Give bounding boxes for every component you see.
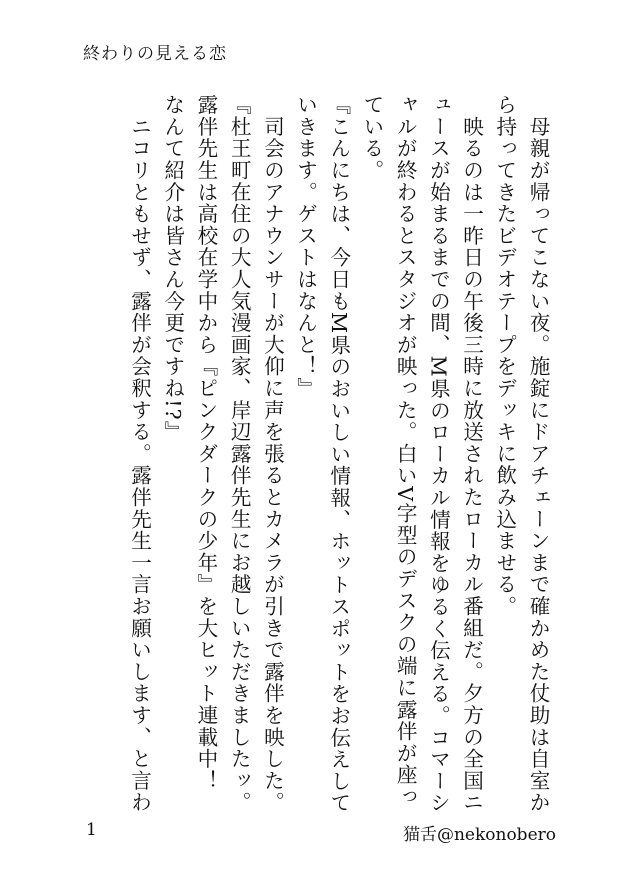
text-line: 露伴先生は高校在学中から『ピンクダークの少年』を大ヒット連載中！ [193, 94, 218, 792]
text-line: ら持ってきたビデオテープをデッキに飲み込ませる。 [492, 94, 517, 618]
text-line: ている。 [359, 94, 384, 182]
text-line: ニコリともせず、露伴が会釈する。露伴先生一言お願いします、と言わ [127, 94, 152, 814]
page-number: 1 [86, 820, 97, 840]
text-line: 『杜王町在住の大人気漫画家、岸辺露伴先生にお越しいただきましたッ。 [227, 94, 252, 814]
text-line: 映るのは一昨日の午後三時に放送されたローカル番組だ。夕方の全国ニ [459, 94, 484, 814]
book-title: 終わりの見える恋 [83, 44, 227, 64]
text-line: ャルが終わるとスタジオが映った。白いV字型のデスクの端に露伴が座っ [393, 94, 418, 808]
text-line: なんて紹介は皆さん今更ですね!?』 [160, 94, 185, 443]
text-line: 『こんにちは、今日もM県のおいしい情報、ホットスポットをお伝えして [326, 94, 351, 814]
text-line: いきます。ゲストはなんと！』 [293, 94, 318, 400]
text-line: 母親が帰ってこない夜。施錠にドアチェーンまで確かめた仗助は自室か [526, 94, 550, 814]
vertical-body-text [122, 94, 554, 814]
text-line: 司会のアナウンサーが大仰に声を張るとカメラが引きで露伴を映した。 [260, 94, 285, 814]
text-line: ュースが始まるまでの間、M県のローカル情報をゆるく伝える。コマーシ [426, 94, 451, 814]
author-credit: 猫舌@nekonobero [402, 825, 556, 845]
